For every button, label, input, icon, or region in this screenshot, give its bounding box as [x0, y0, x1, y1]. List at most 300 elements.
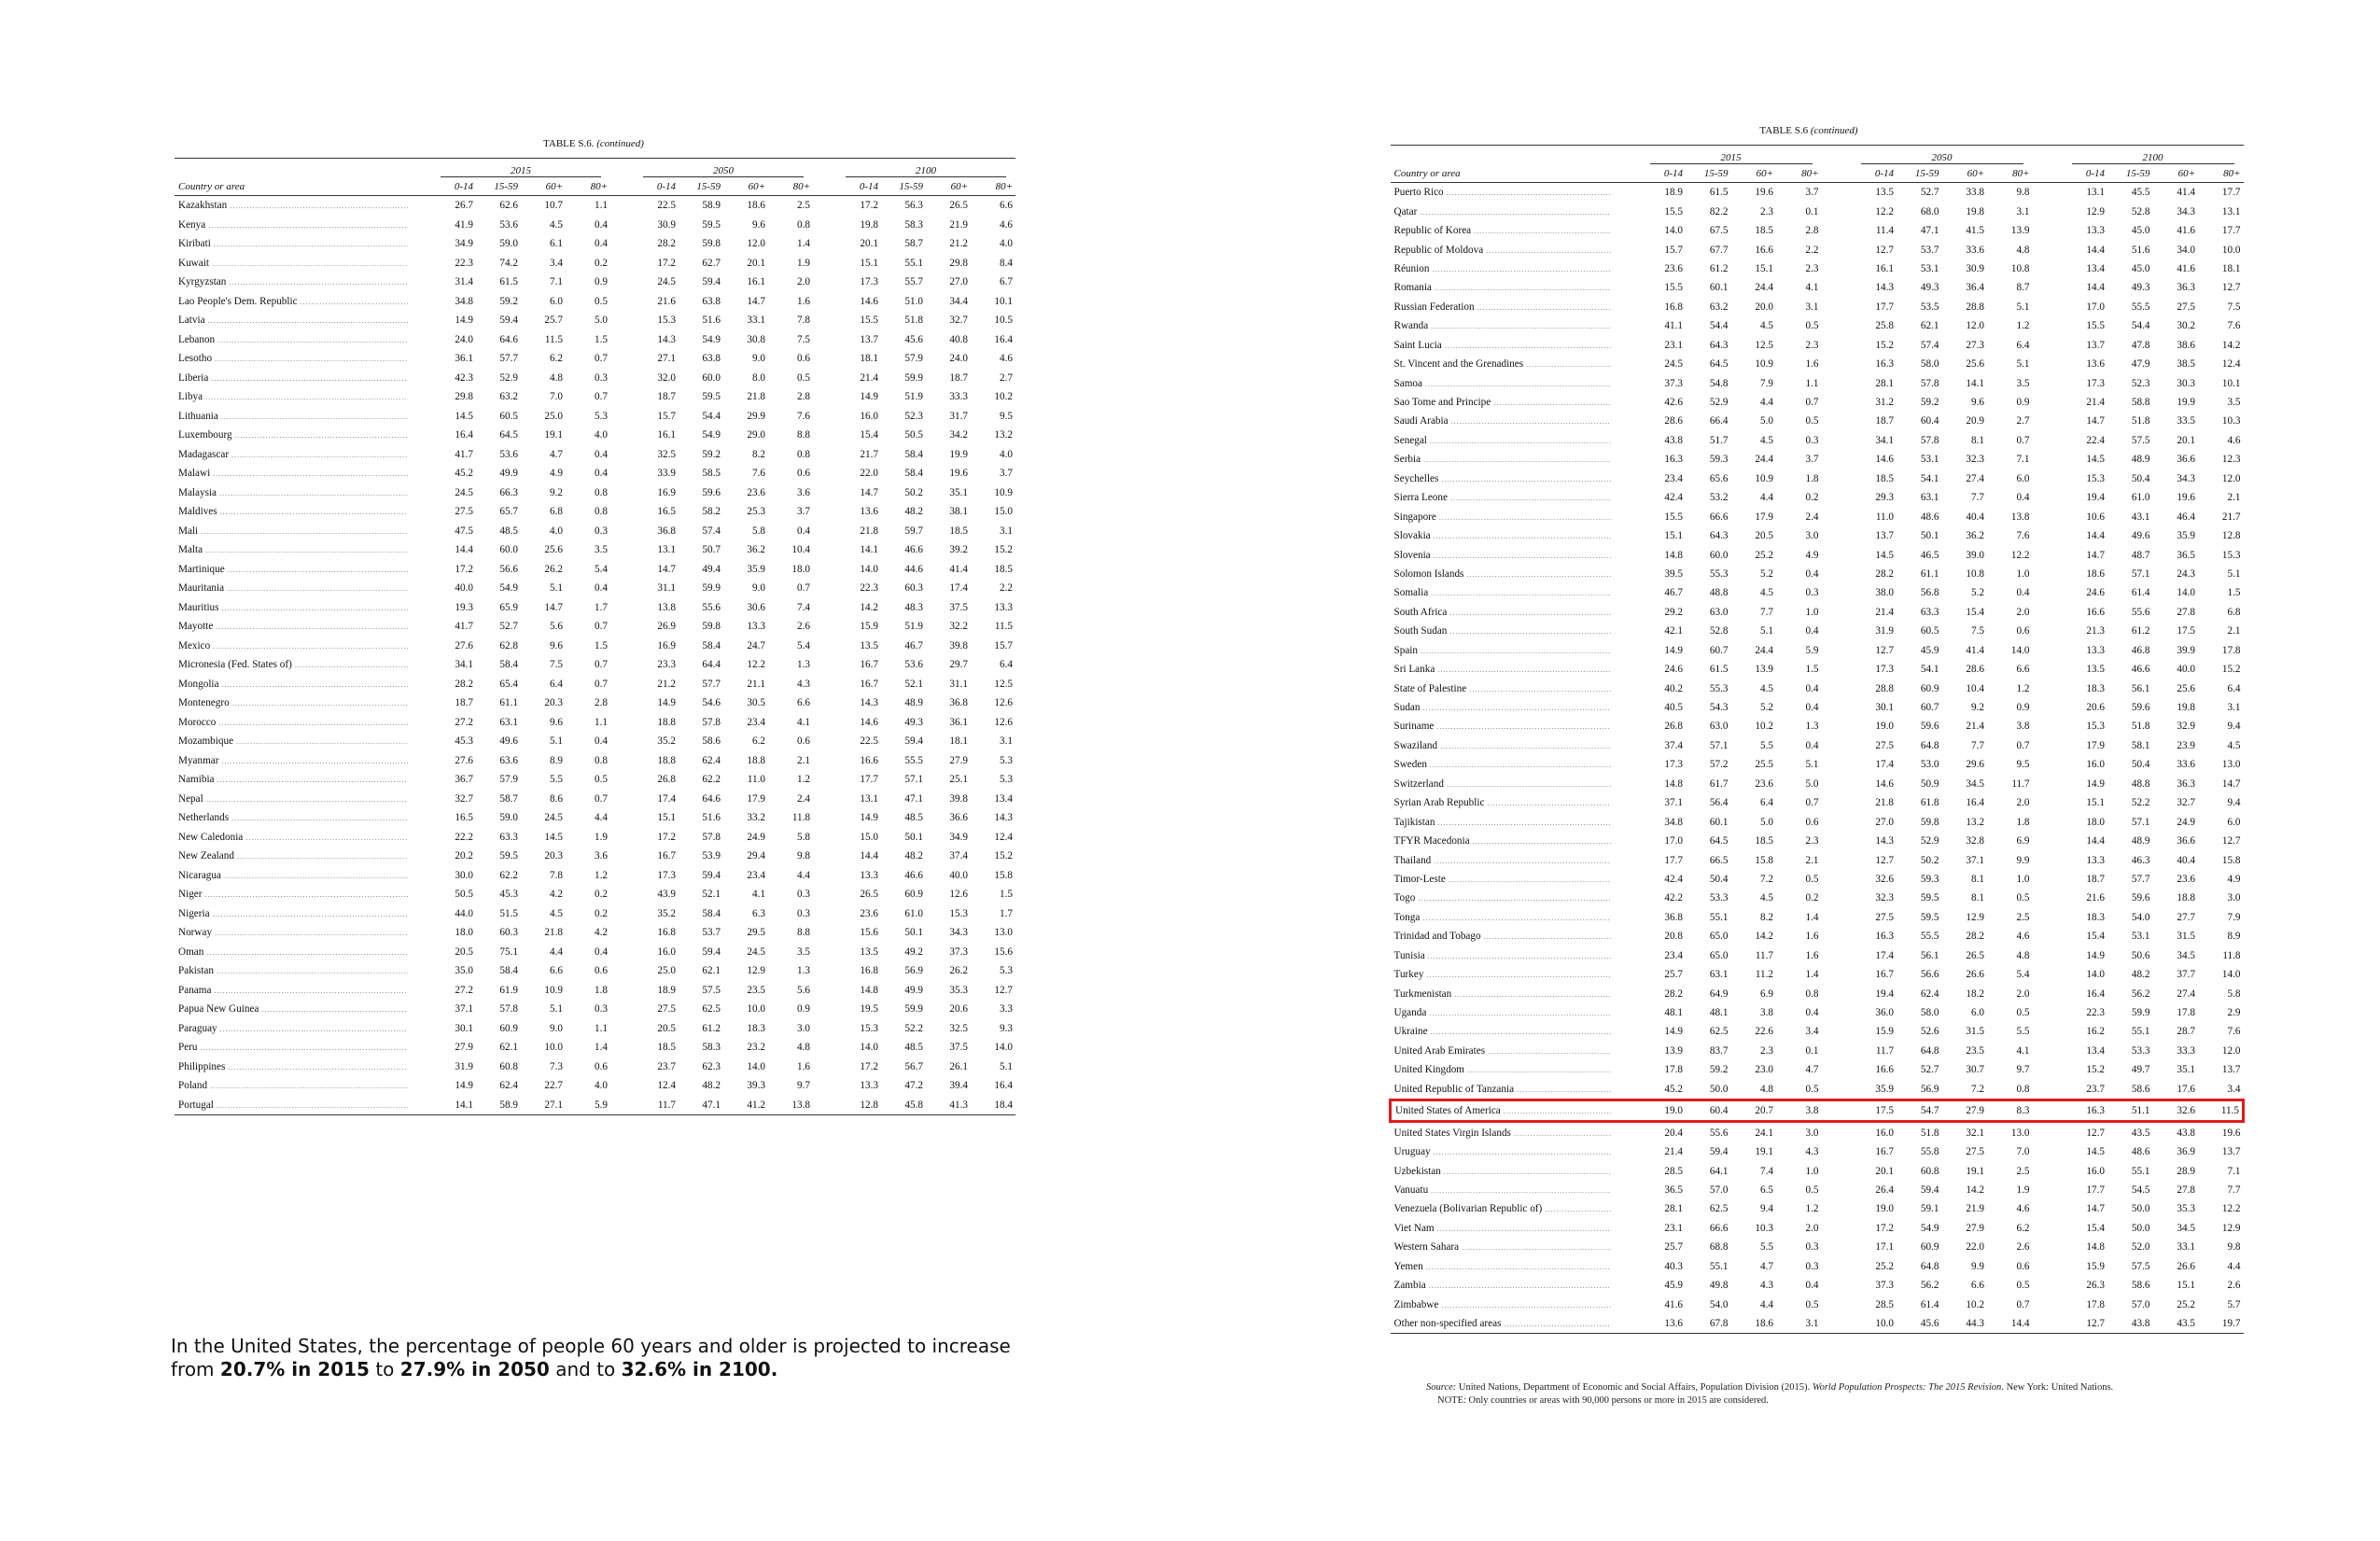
value-cell: 14.2: [1966, 1184, 1984, 1196]
value-cell: 11.7: [634, 1096, 679, 1115]
value-cell: 14.9: [1664, 1026, 1683, 1038]
table-row: [1391, 717, 2244, 735]
value-cell: 27.0: [949, 276, 968, 288]
country-name-cell: Tonga .....: [1391, 908, 1611, 927]
country-name-cell: Uzbekistan .....: [1391, 1161, 1611, 1180]
value-cell: 17.2: [860, 200, 878, 212]
value-cell: 62.6: [499, 200, 518, 212]
value-cell: 4.5: [1760, 320, 1773, 332]
value-cell: 2.6: [2227, 1280, 2241, 1292]
value-cell: 50.2: [1920, 854, 1939, 866]
value-cell: 35.1: [949, 486, 968, 498]
value-cell: 61.1: [1920, 567, 1939, 580]
value-cell: 23.3: [657, 659, 676, 671]
value-cell: 26.5: [1966, 949, 1984, 961]
value-cell: 59.5: [702, 391, 721, 403]
value-cell: 4.4: [2227, 1260, 2241, 1272]
value-cell: 0.4: [1805, 1007, 1819, 1019]
value-cell: 49.3: [2131, 282, 2150, 294]
value-cell: 67.8: [1686, 1314, 1731, 1334]
value-cell: 53.3: [1709, 892, 1729, 904]
value-cell: 0.4: [2016, 492, 2030, 504]
value-cell: 56.6: [499, 563, 518, 575]
value-cell: 14.4: [1987, 1314, 2033, 1334]
value-cell: 54.9: [1920, 1222, 1939, 1234]
value-cell: 4.5: [1760, 434, 1773, 446]
value-cell: 18.4: [971, 1096, 1015, 1115]
value-cell: 2.2: [1805, 244, 1819, 256]
value-cell: 61.0: [2131, 492, 2150, 504]
value-cell: 42.4: [1664, 873, 1683, 885]
value-cell: 41.5: [1966, 225, 1984, 237]
value-cell: 27.8: [2177, 606, 2195, 618]
value-cell: 34.3: [2177, 205, 2195, 217]
value-cell: 59.8: [1920, 816, 1939, 828]
value-cell: 55.6: [702, 601, 721, 613]
value-cell: 64.6: [499, 333, 518, 345]
value-cell: 27.1: [521, 1096, 566, 1115]
value-cell: 23.7: [2086, 1083, 2105, 1095]
value-cell: 58.3: [702, 1042, 721, 1054]
value-cell: 57.7: [499, 353, 518, 365]
value-cell: 16.0: [1875, 1127, 1894, 1139]
value-cell: 26.6: [1966, 969, 1984, 981]
value-cell: 0.4: [595, 735, 608, 748]
value-cell: 5.2: [1760, 702, 1773, 714]
value-cell: 11.8: [2222, 949, 2241, 961]
value-cell: 60.1: [1709, 282, 1729, 294]
value-cell: 5.1: [550, 1003, 563, 1016]
value-cell: 9.6: [550, 716, 563, 728]
value-cell: 52.9: [1920, 835, 1939, 848]
country-name-cell: Poland .....: [175, 1076, 408, 1096]
value-cell: 7.1: [2016, 454, 2030, 466]
value-cell: 9.0: [752, 582, 765, 595]
value-cell: 0.8: [2016, 1083, 2030, 1095]
value-cell: 12.6: [994, 716, 1013, 728]
value-cell: 17.2: [1875, 1222, 1894, 1234]
value-cell: 54.5: [2131, 1184, 2150, 1196]
value-cell: 3.5: [2016, 377, 2030, 389]
table-row: [175, 675, 1015, 694]
table-row: [175, 732, 1015, 751]
value-cell: 7.8: [797, 315, 810, 327]
value-cell: 15.7: [994, 639, 1013, 651]
value-cell: 47.1: [679, 1096, 723, 1115]
value-cell: 41.1: [1664, 320, 1683, 332]
value-cell: 4.5: [2227, 739, 2241, 751]
value-cell: 0.4: [595, 448, 608, 460]
value-cell: 40.0: [2177, 664, 2195, 676]
value-cell: 4.4: [1760, 492, 1773, 504]
table-row: [1391, 984, 2244, 1002]
country-name-cell: Syrian Arab Republic .....: [1391, 793, 1611, 812]
value-cell: 37.5: [949, 1042, 968, 1054]
value-cell: 19.5: [860, 1003, 878, 1016]
country-name-cell: Niger .....: [175, 885, 408, 904]
table-row: [1391, 698, 2244, 717]
value-cell: 17.5: [2177, 625, 2195, 637]
value-cell: 25.1: [949, 774, 968, 786]
value-cell: 9.6: [550, 639, 563, 651]
value-cell: 14.3: [994, 812, 1013, 824]
country-name-cell: Vanuatu .....: [1391, 1181, 1611, 1199]
value-cell: 5.5: [550, 774, 563, 786]
value-cell: 48.5: [904, 812, 923, 824]
value-cell: 52.8: [1709, 625, 1729, 637]
value-cell: 14.9: [1664, 644, 1683, 656]
value-cell: 18.1: [949, 735, 968, 748]
value-cell: 13.1: [2086, 187, 2105, 199]
value-cell: 16.5: [657, 506, 676, 518]
value-cell: 25.8: [1875, 320, 1894, 332]
country-name-cell: Réunion .....: [1391, 259, 1611, 278]
table-row: [1391, 1060, 2244, 1079]
value-cell: 39.8: [949, 639, 968, 651]
value-cell: 28.6: [1966, 664, 1984, 676]
value-cell: 39.4: [949, 1080, 968, 1092]
value-cell: 36.7: [455, 774, 473, 786]
value-cell: 16.3: [1875, 358, 1894, 371]
value-cell: 31.9: [455, 1060, 473, 1072]
value-cell: 27.0: [1875, 816, 1894, 828]
value-cell: 41.4: [2177, 187, 2195, 199]
value-cell: 57.9: [904, 353, 923, 365]
value-cell: 0.5: [1805, 415, 1819, 427]
value-cell: 7.2: [1971, 1083, 1984, 1095]
value-cell: 14.6: [1875, 778, 1894, 790]
value-cell: 23.6: [747, 486, 765, 498]
value-cell: 2.8: [595, 697, 608, 709]
value-cell: 59.2: [1920, 397, 1939, 409]
value-cell: 54.9: [702, 333, 721, 345]
value-cell: 16.8: [657, 927, 676, 939]
value-cell: 13.3: [2086, 644, 2105, 656]
value-cell: 21.6: [2086, 892, 2105, 904]
value-cell: 13.3: [2086, 225, 2105, 237]
value-cell: 10.9: [544, 984, 563, 996]
value-cell: 55.1: [2131, 1165, 2150, 1177]
value-cell: 59.0: [499, 812, 518, 824]
table-row: [175, 540, 1015, 560]
value-cell: 21.8: [860, 525, 878, 537]
value-cell: 36.5: [1664, 1184, 1683, 1196]
value-cell: 66.5: [1709, 854, 1729, 866]
value-cell: 24.6: [2086, 587, 2105, 599]
value-cell: 17.9: [747, 792, 765, 805]
value-cell: 41.6: [1664, 1298, 1683, 1310]
country-name-cell: Serbia .....: [1391, 450, 1611, 469]
value-cell: 18.3: [747, 1022, 765, 1034]
value-cell: 18.0: [2086, 816, 2105, 828]
value-cell: 1.4: [1805, 911, 1819, 923]
value-cell: 39.2: [949, 544, 968, 556]
country-name-cell: United Arab Emirates .....: [1391, 1042, 1611, 1060]
value-cell: 13.2: [1966, 816, 1984, 828]
table-row: [1391, 965, 2244, 984]
value-cell: 27.3: [1966, 339, 1984, 351]
value-cell: 25.6: [2177, 682, 2195, 694]
value-cell: 29.4: [747, 850, 765, 862]
value-cell: 10.1: [994, 295, 1013, 307]
value-cell: 16.9: [657, 486, 676, 498]
value-cell: 10.2: [1966, 1298, 1984, 1310]
value-cell: 12.7: [1875, 854, 1894, 866]
value-cell: 5.1: [550, 735, 563, 748]
value-cell: 51.9: [904, 391, 923, 403]
value-cell: 5.1: [2016, 301, 2030, 313]
value-cell: 7.8: [550, 869, 563, 881]
value-cell: 25.0: [657, 965, 676, 977]
value-cell: 59.2: [702, 448, 721, 460]
value-cell: 9.7: [2016, 1064, 2030, 1076]
value-cell: 12.4: [657, 1080, 676, 1092]
age-group-header: 60+: [1731, 164, 1777, 183]
value-cell: 9.9: [2016, 854, 2030, 866]
table-row: [175, 828, 1015, 848]
value-cell: 43.8: [1664, 434, 1683, 446]
value-cell: 47.8: [2131, 339, 2150, 351]
value-cell: 18.1: [2221, 262, 2241, 274]
value-cell: 22.5: [657, 200, 676, 212]
value-cell: 2.1: [2227, 625, 2241, 637]
value-cell: 25.3: [747, 506, 765, 518]
value-cell: 0.8: [595, 506, 608, 518]
value-cell: 3.8: [2016, 721, 2030, 733]
value-cell: 54.3: [1709, 702, 1729, 714]
value-cell: 1.9: [2016, 1184, 2030, 1196]
value-cell: 44.6: [904, 563, 923, 575]
value-cell: 6.5: [1760, 1184, 1773, 1196]
value-cell: 7.5: [797, 333, 810, 345]
value-cell: 17.0: [2086, 301, 2105, 313]
value-cell: 7.7: [1971, 739, 1984, 751]
value-cell: 64.4: [702, 659, 721, 671]
table-row: [1391, 316, 2244, 335]
value-cell: 21.4: [1664, 1146, 1683, 1158]
value-cell: 54.4: [1709, 320, 1729, 332]
value-cell: 49.2: [904, 946, 923, 958]
value-cell: 45.8: [881, 1096, 926, 1115]
value-cell: 6.4: [1760, 797, 1773, 809]
value-cell: 9.4: [2227, 797, 2241, 809]
value-cell: 52.9: [1709, 397, 1729, 409]
value-cell: 60.3: [904, 582, 923, 595]
value-cell: 51.6: [2131, 244, 2150, 256]
value-cell: 60.3: [499, 927, 518, 939]
value-cell: 5.1: [550, 582, 563, 595]
value-cell: 0.8: [797, 218, 810, 231]
value-cell: 5.9: [566, 1096, 610, 1115]
value-cell: 10.9: [1755, 472, 1773, 484]
value-cell: 37.1: [1664, 797, 1683, 809]
table-row: [1391, 908, 2244, 927]
value-cell: 35.2: [657, 735, 676, 748]
value-cell: 0.5: [1805, 1083, 1819, 1095]
value-cell: 50.5: [455, 889, 473, 901]
value-cell: 32.9: [2177, 721, 2195, 733]
value-cell: 37.1: [1966, 854, 1984, 866]
value-cell: 55.3: [1709, 682, 1729, 694]
country-name-cell: Sudan .....: [1391, 698, 1611, 717]
value-cell: 16.4: [2086, 988, 2105, 1000]
value-cell: 45.6: [1897, 1314, 1942, 1334]
value-cell: 0.2: [1805, 892, 1819, 904]
value-cell: 26.5: [860, 889, 878, 901]
value-cell: 11.5: [544, 333, 563, 345]
country-name-cell: Sao Tome and Principe .....: [1391, 393, 1611, 412]
value-cell: 16.4: [1966, 797, 1984, 809]
value-cell: 60.0: [1709, 549, 1729, 561]
value-cell: 1.3: [1805, 721, 1819, 733]
value-cell: 56.6: [1920, 969, 1939, 981]
value-cell: 54.8: [1709, 377, 1729, 389]
value-cell: 46.5: [1920, 549, 1939, 561]
value-cell: 10.8: [2010, 262, 2030, 274]
value-cell: 8.1: [1971, 434, 1984, 446]
value-cell: 57.1: [904, 774, 923, 786]
value-cell: 57.4: [1920, 339, 1939, 351]
value-cell: 33.2: [747, 812, 765, 824]
value-cell: 42.1: [1664, 625, 1683, 637]
country-name-cell: Latvia .....: [175, 311, 408, 330]
value-cell: 15.4: [1966, 606, 1984, 618]
value-cell: 22.4: [2086, 434, 2105, 446]
value-cell: 59.8: [702, 238, 721, 250]
country-name-cell: Lao People's Dem. Republic .....: [175, 292, 408, 312]
country-name-cell: Singapore .....: [1391, 507, 1611, 525]
value-cell: 16.1: [657, 429, 676, 441]
value-cell: 0.3: [1805, 1260, 1819, 1272]
value-cell: 17.2: [860, 1060, 878, 1072]
value-cell: 55.7: [904, 276, 923, 288]
value-cell: 36.5: [2177, 549, 2195, 561]
value-cell: 15.0: [860, 831, 878, 843]
value-cell: 59.9: [2131, 1007, 2150, 1019]
value-cell: 63.1: [1709, 969, 1729, 981]
value-cell: 2.3: [1805, 835, 1819, 848]
value-cell: 6.0: [550, 295, 563, 307]
value-cell: 2.1: [797, 754, 810, 766]
value-cell: 47.5: [455, 525, 473, 537]
value-cell: 8.8: [797, 927, 810, 939]
value-cell: 24.5: [747, 946, 765, 958]
value-cell: 15.6: [994, 946, 1013, 958]
value-cell: 35.3: [2177, 1203, 2195, 1215]
value-cell: 22.0: [860, 468, 878, 480]
value-cell: 14.2: [860, 601, 878, 613]
value-cell: 0.7: [1805, 397, 1819, 409]
value-cell: 21.4: [860, 371, 878, 384]
table-row: [1391, 583, 2244, 602]
value-cell: 4.4: [1760, 1298, 1773, 1310]
value-cell: 21.7: [860, 448, 878, 460]
value-cell: 61.7: [1709, 778, 1729, 790]
value-cell: 52.6: [1920, 1026, 1939, 1038]
value-cell: 66.6: [1709, 1222, 1729, 1234]
value-cell: 49.9: [499, 468, 518, 480]
country-name-cell: Kenya .....: [175, 216, 408, 235]
value-cell: 0.2: [595, 907, 608, 919]
value-cell: 58.6: [2131, 1280, 2150, 1292]
value-cell: 36.8: [1664, 911, 1683, 923]
value-cell: 0.8: [1805, 988, 1819, 1000]
value-cell: 58.3: [904, 218, 923, 231]
value-cell: 14.3: [860, 697, 878, 709]
value-cell: 19.3: [455, 601, 473, 613]
table-caption: TABLE S.6. (continued): [543, 138, 644, 149]
value-cell: 13.0: [2010, 1127, 2030, 1139]
value-cell: 47.1: [904, 792, 923, 805]
value-cell: 15.1: [657, 812, 676, 824]
value-cell: 30.0: [455, 869, 473, 881]
value-cell: 43.8: [2177, 1127, 2195, 1139]
value-cell: 4.3: [797, 678, 810, 690]
country-name-cell: Mauritius .....: [175, 598, 408, 618]
value-cell: 31.2: [1875, 397, 1894, 409]
table-row: [1391, 431, 2244, 450]
table-row: [1391, 1080, 2244, 1100]
value-cell: 5.9: [1805, 644, 1819, 656]
source-text: United Nations, Department of Economic and Social Affairs, Population Division (2015).: [1456, 1382, 1813, 1393]
country-name-cell: Western Sahara .....: [1391, 1238, 1611, 1256]
value-cell: 68.0: [1920, 205, 1939, 217]
table-row: [175, 637, 1015, 656]
value-cell: 3.1: [1776, 1314, 1822, 1334]
value-cell: 21.2: [949, 238, 968, 250]
value-cell: 18.5: [949, 525, 968, 537]
table-row: [175, 1096, 1015, 1115]
value-cell: 64.8: [1920, 1260, 1939, 1272]
value-cell: 53.3: [2131, 1044, 2150, 1057]
value-cell: 65.7: [499, 506, 518, 518]
value-cell: 62.2: [702, 774, 721, 786]
value-cell: 11.0: [1875, 511, 1894, 523]
country-name-cell: Kazakhstan .....: [175, 196, 408, 216]
value-cell: 57.9: [499, 774, 518, 786]
value-cell: 0.2: [1805, 492, 1819, 504]
value-cell: 12.5: [1755, 339, 1773, 351]
value-cell: 23.0: [1755, 1064, 1773, 1076]
value-cell: 28.8: [1875, 682, 1894, 694]
value-cell: 39.8: [949, 792, 968, 805]
table-row: [1391, 679, 2244, 697]
value-cell: 32.2: [949, 621, 968, 633]
value-cell: 0.9: [2016, 702, 2030, 714]
value-cell: 15.3: [949, 907, 968, 919]
value-cell: 5.4: [797, 639, 810, 651]
caption-value-2050: 27.9% in 2050: [399, 1358, 550, 1380]
value-cell: 46.7: [904, 639, 923, 651]
table-row: [175, 1019, 1015, 1039]
country-name-cell: Solomon Islands .....: [1391, 565, 1611, 583]
value-cell: 22.3: [860, 582, 878, 595]
value-cell: 64.5: [1709, 835, 1729, 848]
value-cell: 61.4: [2131, 587, 2150, 599]
value-cell: 10.3: [1755, 1222, 1773, 1234]
value-cell: 14.7: [2086, 1203, 2105, 1215]
value-cell: 11.0: [747, 774, 765, 786]
value-cell: 42.2: [1664, 892, 1683, 904]
value-cell: 18.6: [747, 200, 765, 212]
value-cell: 9.6: [1971, 397, 1984, 409]
value-cell: 1.8: [595, 984, 608, 996]
value-cell: 14.8: [2086, 1241, 2105, 1254]
value-cell: 41.7: [455, 621, 473, 633]
value-cell: 0.4: [595, 238, 608, 250]
value-cell: 18.7: [657, 391, 676, 403]
value-cell: 3.1: [1805, 301, 1819, 313]
